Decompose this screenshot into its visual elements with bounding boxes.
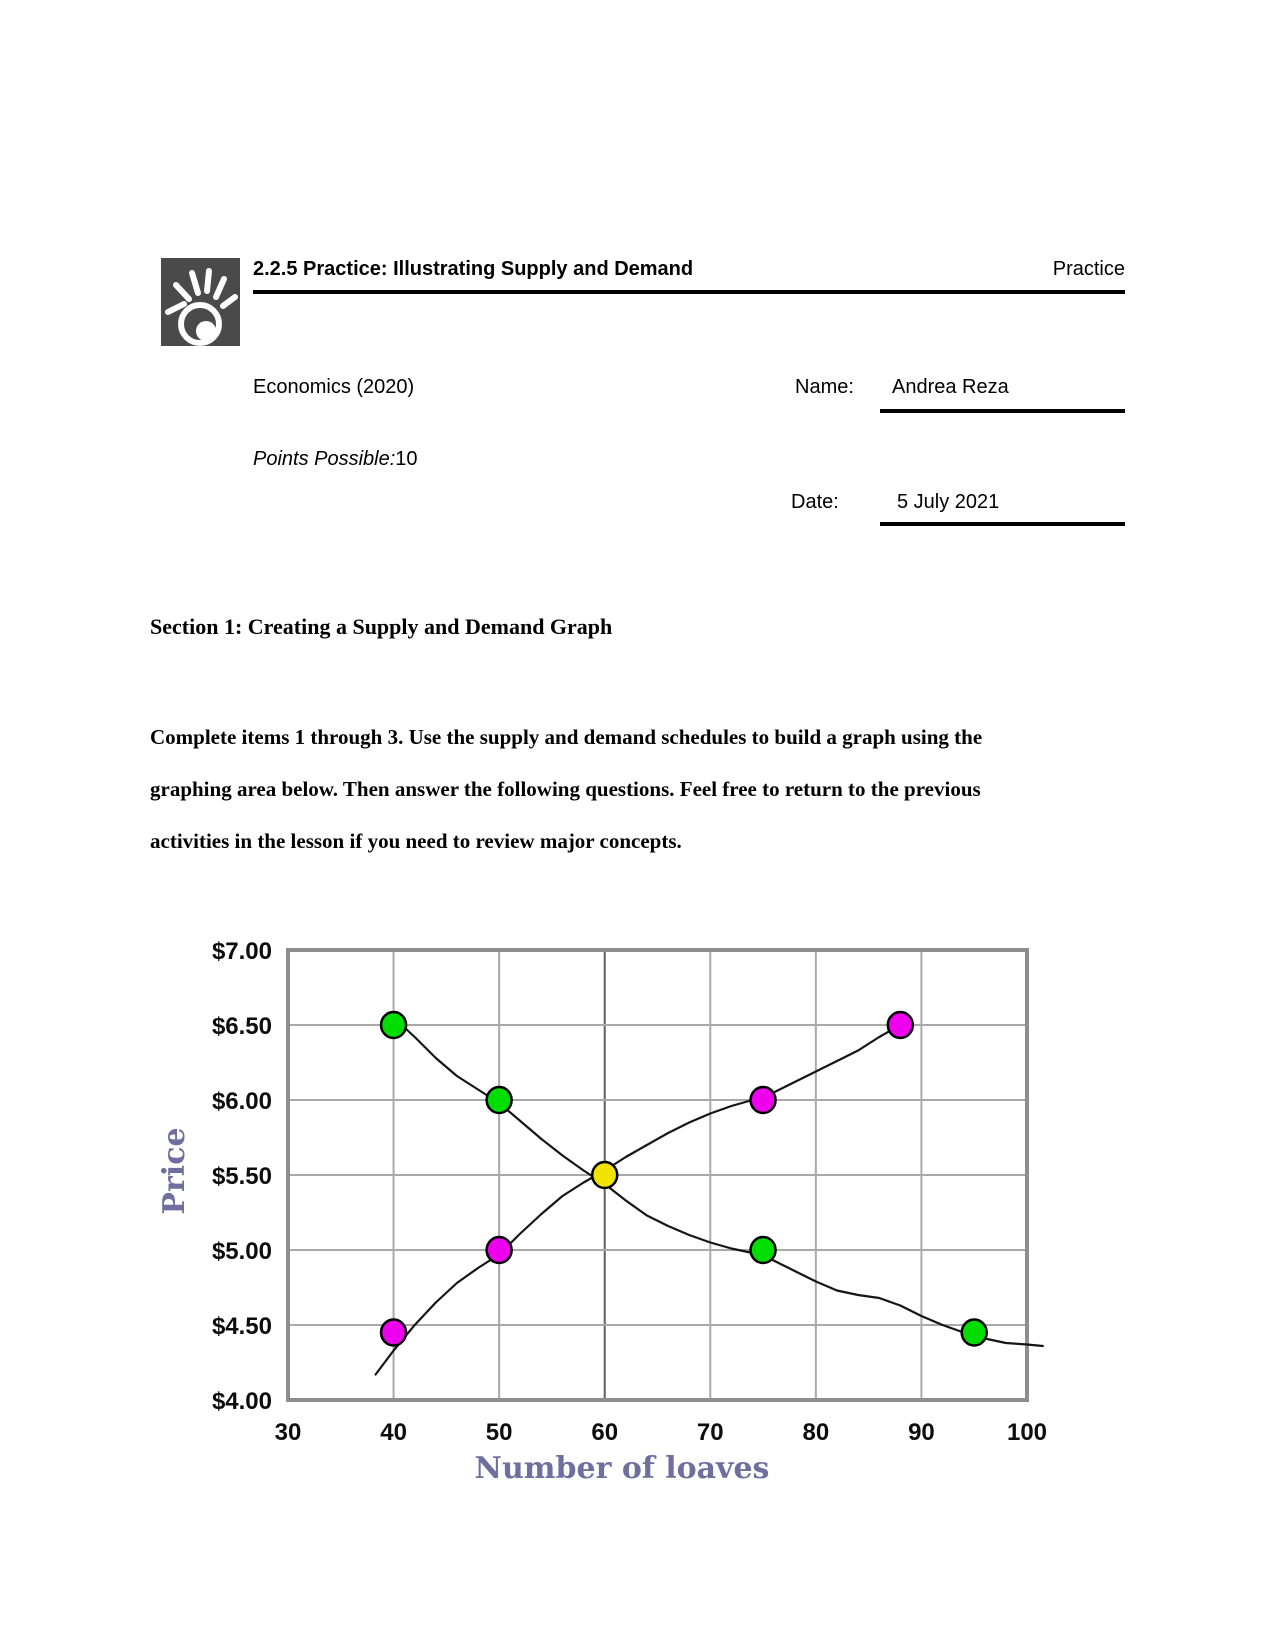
demand-point [751, 1237, 776, 1263]
name-underline [880, 409, 1125, 413]
x-tick-label: 70 [696, 1419, 724, 1446]
y-tick-label: $6.00 [211, 1088, 272, 1115]
x-tick-label: 60 [591, 1419, 619, 1446]
document-title: 2.2.5 Practice: Illustrating Supply and Demand [253, 258, 694, 280]
x-axis-label: Number of loaves [474, 1451, 770, 1486]
supply-point [888, 1012, 913, 1038]
header-rule [253, 290, 1125, 294]
instructions-line: activities in the lesson if you need to review major concepts. [150, 829, 682, 853]
y-tick-label: $6.50 [211, 1013, 272, 1040]
instructions-line: graphing area below. Then answer the following questions. Feel free to return to the previous [150, 777, 981, 801]
date-value: 5 July 2021 [897, 491, 1000, 513]
supply-point [381, 1320, 406, 1346]
x-tick-label: 90 [908, 1419, 935, 1446]
points-possible-label: Points Possible: [253, 448, 396, 470]
supply-curve [376, 1019, 909, 1375]
demand-point [487, 1087, 512, 1113]
x-tick-label: 100 [1006, 1419, 1048, 1446]
equilibrium-point [592, 1162, 617, 1188]
x-tick-label: 50 [485, 1419, 513, 1446]
y-tick-label: $4.00 [211, 1388, 272, 1415]
demand-curve [394, 1018, 1043, 1347]
demand-point [962, 1320, 987, 1346]
name-label: Name: [795, 376, 854, 398]
instructions-paragraph [150, 724, 1160, 880]
date-label: Date: [791, 491, 839, 513]
section-heading: Section 1: Creating a Supply and Demand Graph [150, 614, 613, 639]
y-tick-label: $7.00 [211, 938, 272, 965]
name-value: Andrea Reza [892, 376, 1009, 398]
x-tick-label: 40 [380, 1419, 407, 1446]
supply-demand-chart [140, 880, 1060, 1520]
y-tick-label: $5.50 [211, 1163, 272, 1190]
y-tick-label: $5.00 [211, 1238, 272, 1265]
y-axis-label: Price [157, 1127, 192, 1215]
supply-demand-chart-svg [140, 880, 1060, 1520]
apex-learning-logo [161, 258, 240, 346]
course-name: Economics (2020) [253, 376, 415, 398]
y-tick-label: $4.50 [211, 1313, 272, 1340]
supply-point [751, 1087, 776, 1113]
instructions-line: Complete items 1 through 3. Use the supply and demand schedules to build a graph using the [150, 725, 983, 749]
x-tick-label: 80 [802, 1419, 830, 1446]
idea-head-with-rays-icon [161, 258, 240, 346]
x-tick-label: 30 [274, 1419, 302, 1446]
points-possible-value: 10 [395, 448, 418, 470]
date-underline [880, 522, 1125, 526]
demand-point [381, 1012, 406, 1038]
points-possible [253, 448, 418, 471]
supply-point [487, 1237, 512, 1263]
practice-label: Practice [1052, 258, 1125, 280]
